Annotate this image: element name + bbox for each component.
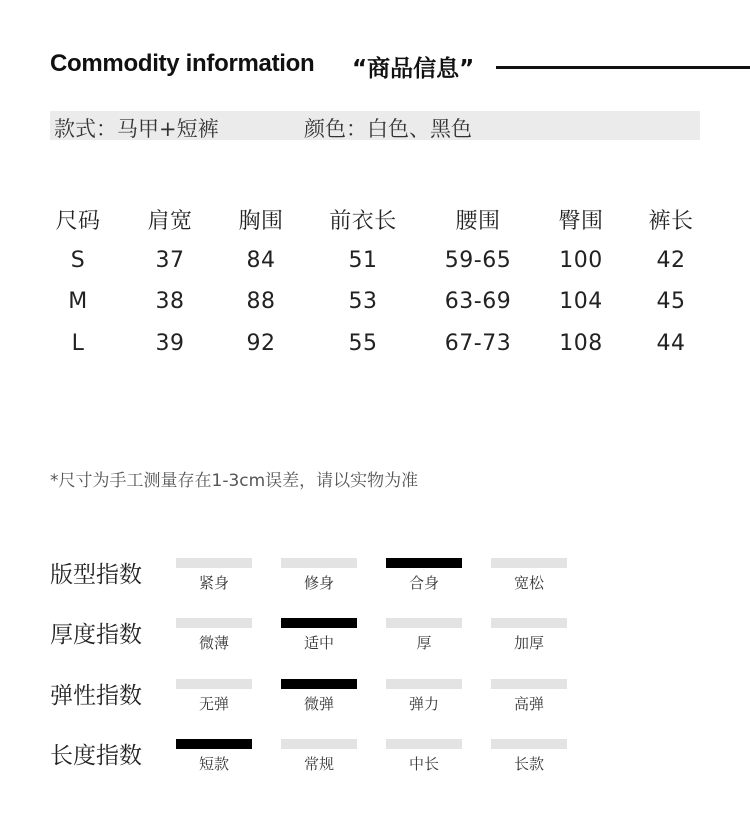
index-option xyxy=(281,618,357,658)
table-row xyxy=(0,289,750,329)
index-option xyxy=(491,558,567,598)
table-cell: 67-73 xyxy=(444,331,512,356)
index-option-label: 合身 xyxy=(408,574,439,592)
index-option xyxy=(281,739,357,779)
table-cell: 100 xyxy=(559,248,603,273)
index-title: 长度指数 xyxy=(50,743,142,769)
table-cell: 42 xyxy=(656,248,686,273)
index-bar xyxy=(176,739,252,749)
index-option xyxy=(281,558,357,598)
index-title: 弹性指数 xyxy=(50,683,142,709)
index-option-label: 弹力 xyxy=(408,695,439,713)
table-row xyxy=(0,331,750,371)
index-option-label: 短款 xyxy=(198,755,229,773)
table-cell: 88 xyxy=(246,289,276,314)
table-cell: 104 xyxy=(559,289,603,314)
index-bar xyxy=(491,558,567,568)
index-row-fit xyxy=(50,556,700,606)
table-cell: M xyxy=(68,289,88,314)
table-cell: 84 xyxy=(246,248,276,273)
table-cell: 108 xyxy=(559,331,603,356)
table-cell: 55 xyxy=(348,331,378,356)
column-header: 臀围 xyxy=(558,209,604,234)
header-title-en: Commodity information xyxy=(50,50,315,77)
table-cell: 59-65 xyxy=(444,248,512,273)
index-option xyxy=(491,618,567,658)
index-bar xyxy=(491,618,567,628)
index-bar xyxy=(281,618,357,628)
index-option xyxy=(176,558,252,598)
table-cell: 44 xyxy=(656,331,686,356)
index-bar xyxy=(176,558,252,568)
index-option xyxy=(176,739,252,779)
index-bar xyxy=(281,558,357,568)
index-title: 版型指数 xyxy=(50,562,142,588)
index-bar xyxy=(491,679,567,689)
index-option xyxy=(491,739,567,779)
table-cell: 38 xyxy=(155,289,185,314)
style-text: 款式：马甲+短裤 xyxy=(54,117,219,141)
column-header: 尺码 xyxy=(55,209,101,234)
index-title: 厚度指数 xyxy=(50,622,142,648)
index-bar xyxy=(386,739,462,749)
index-bar xyxy=(386,618,462,628)
header-title-zh: “商品信息” xyxy=(352,56,475,82)
index-bar xyxy=(281,679,357,689)
table-cell: 92 xyxy=(246,331,276,356)
index-option-label: 宽松 xyxy=(513,574,544,592)
index-bar xyxy=(386,679,462,689)
index-bar xyxy=(491,739,567,749)
index-option-label: 微薄 xyxy=(198,634,229,652)
index-option-label: 紧身 xyxy=(198,574,229,592)
index-option xyxy=(386,679,462,719)
index-row-thickness xyxy=(50,616,700,666)
index-option xyxy=(386,739,462,779)
measurement-note: *尺寸为手工测量存在1-3cm误差，请以实物为准 xyxy=(50,471,419,491)
index-option xyxy=(176,679,252,719)
index-bar xyxy=(176,679,252,689)
color-text: 颜色：白色、黑色 xyxy=(304,117,472,141)
table-cell: 37 xyxy=(155,248,185,273)
table-cell: 63-69 xyxy=(444,289,512,314)
column-header: 裤长 xyxy=(648,209,694,234)
index-option-label: 高弹 xyxy=(513,695,544,713)
style-color-bar xyxy=(50,111,700,140)
column-header: 前衣长 xyxy=(329,209,397,234)
index-option-label: 修身 xyxy=(303,574,334,592)
index-option-label: 无弹 xyxy=(198,695,229,713)
index-option-label: 微弹 xyxy=(303,695,334,713)
index-row-elasticity xyxy=(50,677,700,727)
index-option xyxy=(386,558,462,598)
index-option-label: 加厚 xyxy=(513,634,544,652)
table-cell: 53 xyxy=(348,289,378,314)
index-option-label: 厚 xyxy=(416,634,432,652)
column-header: 肩宽 xyxy=(147,209,193,234)
table-row xyxy=(0,248,750,288)
table-cell: 51 xyxy=(348,248,378,273)
index-option-label: 常规 xyxy=(303,755,334,773)
table-cell: 39 xyxy=(155,331,185,356)
index-option-label: 中长 xyxy=(408,755,439,773)
column-header: 腰围 xyxy=(455,209,501,234)
index-option xyxy=(176,618,252,658)
index-bar xyxy=(281,739,357,749)
index-row-length xyxy=(50,737,700,787)
table-cell: L xyxy=(71,331,85,356)
index-bar xyxy=(176,618,252,628)
header-divider xyxy=(496,66,750,69)
section-header xyxy=(50,48,750,84)
table-cell: S xyxy=(70,248,86,273)
column-header: 胸围 xyxy=(238,209,284,234)
index-option xyxy=(491,679,567,719)
index-bar xyxy=(386,558,462,568)
size-table-header xyxy=(0,204,750,244)
index-option xyxy=(281,679,357,719)
table-cell: 45 xyxy=(656,289,686,314)
index-option xyxy=(386,618,462,658)
index-option-label: 适中 xyxy=(303,634,334,652)
index-option-label: 长款 xyxy=(513,755,544,773)
